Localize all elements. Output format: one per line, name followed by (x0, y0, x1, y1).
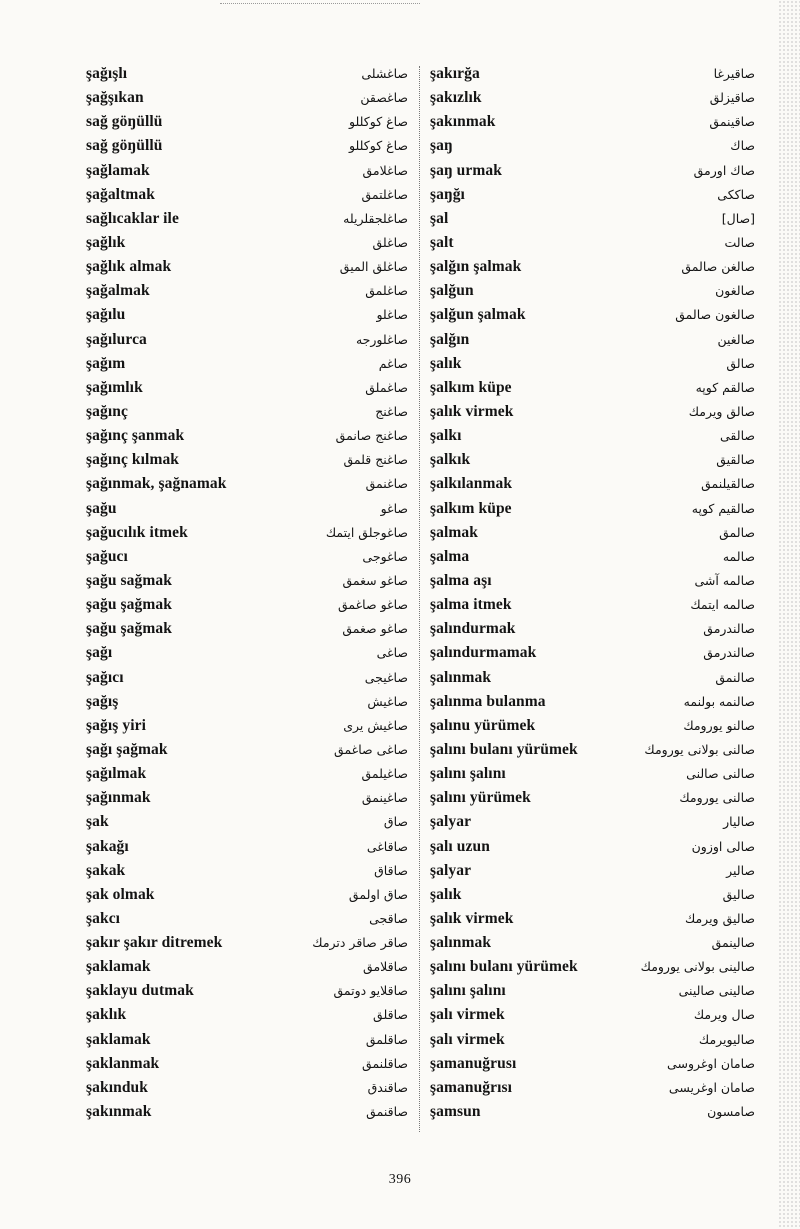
entry-latin-headword: şamanuğrısı (430, 1078, 513, 1096)
dictionary-entry (86, 979, 408, 1003)
entry-latin-headword: şak (86, 813, 109, 831)
entry-arabic-script: صاقلامق (363, 959, 408, 975)
entry-latin-headword: sağ göŋüllü (86, 113, 163, 131)
entry-arabic-script: صاقينمق (709, 114, 755, 130)
entry-arabic-script: صالنمق (715, 669, 755, 685)
dictionary-entry (430, 593, 755, 617)
entry-latin-headword: şamsun (430, 1103, 481, 1121)
entry-arabic-script: صاغيجى (364, 669, 408, 685)
entry-latin-headword: şakınmak (430, 113, 496, 131)
dictionary-entry (430, 762, 755, 786)
entry-latin-headword: şakcı (86, 909, 121, 927)
entry-latin-headword: şaklamak (86, 1030, 151, 1048)
entry-arabic-script: صالق (726, 355, 755, 371)
dictionary-entry (86, 400, 408, 424)
entry-arabic-script: صاقندق (367, 1079, 408, 1095)
dictionary-entry (86, 62, 408, 86)
entry-latin-headword: şalkım küpe (430, 378, 512, 396)
dictionary-entry (430, 255, 755, 279)
entry-latin-headword: şakınduk (86, 1078, 148, 1096)
entry-latin-headword: şal (430, 209, 449, 227)
entry-arabic-script: صالندرمق (703, 645, 755, 661)
entry-arabic-script: صاقلنمق (362, 1055, 408, 1071)
entry-arabic-script: صاقاغى (366, 838, 408, 854)
entry-latin-headword: şakağı (86, 837, 129, 855)
dictionary-entry (430, 328, 755, 352)
dictionary-entry (86, 1100, 408, 1124)
entry-latin-headword: sağlıcaklar ile (86, 209, 179, 227)
entry-arabic-script: صال ويرمك (693, 1007, 755, 1023)
dictionary-entry (86, 738, 408, 762)
entry-latin-headword: şağı şağmak (86, 740, 168, 758)
entry-latin-headword: sağ göŋüllü (86, 137, 163, 155)
entry-arabic-script: صاغو صاغمق (337, 597, 408, 613)
entry-latin-headword: şaklayu dutmak (86, 982, 194, 1000)
entry-arabic-script: صامان اوغريسى (668, 1079, 755, 1095)
dictionary-entry (86, 183, 408, 207)
dictionary-entry (86, 448, 408, 472)
entry-latin-headword: şağılmak (86, 765, 147, 783)
entry-latin-headword: şağınç şanmak (86, 427, 185, 445)
dictionary-entry (86, 835, 408, 859)
entry-arabic-script: صاغنج (375, 403, 408, 419)
entry-arabic-script: صاغوجى (362, 548, 408, 564)
entry-arabic-script: صالقيم كوپه (691, 500, 755, 516)
entry-latin-headword: şalğın (430, 330, 470, 348)
entry-arabic-script: صاقر صاقر دترمك (312, 935, 408, 951)
entry-latin-headword: şağı (86, 644, 113, 662)
entry-latin-headword: şalındurmak (430, 620, 516, 638)
entry-latin-headword: şalı virmek (430, 1030, 505, 1048)
entry-arabic-script: صاغملق (365, 379, 408, 395)
entry-arabic-script: صاغينمق (361, 790, 408, 806)
entry-latin-headword: şağış yiri (86, 716, 146, 734)
dictionary-entry (430, 1028, 755, 1052)
dictionary-entry (86, 1003, 408, 1027)
entry-arabic-script: صالنى يورومك (679, 790, 755, 806)
entry-arabic-script: صالنمه بولنمه (683, 693, 755, 709)
entry-latin-headword: şağılurca (86, 330, 147, 348)
dictionary-entry (430, 859, 755, 883)
entry-arabic-script: صالينى بولانى يورومك (640, 959, 755, 975)
entry-latin-headword: şağımlık (86, 378, 143, 396)
entry-latin-headword: şalma itmek (430, 596, 512, 614)
entry-latin-headword: şalı virmek (430, 1006, 505, 1024)
entry-arabic-script: صالغين (717, 331, 755, 347)
entry-arabic-script: صاغلتمق (361, 186, 408, 202)
entry-arabic-script: صالق ويرمك (688, 403, 755, 419)
dictionary-entry (430, 979, 755, 1003)
entry-latin-headword: şaŋ (430, 137, 453, 155)
dictionary-entry (86, 545, 408, 569)
dictionary-entry (430, 279, 755, 303)
dictionary-entry (430, 134, 755, 158)
entry-arabic-script: صاغشلى (361, 66, 408, 81)
entry-latin-headword: şağlamak (86, 161, 150, 179)
entry-latin-headword: şalınmak (430, 668, 492, 686)
entry-arabic-script: صاق اولمق (348, 886, 408, 902)
dictionary-entry (430, 1076, 755, 1100)
dictionary-entry (86, 424, 408, 448)
entry-arabic-script: صاليق (722, 886, 755, 902)
entry-arabic-script: صالقى (720, 428, 755, 444)
dictionary-entry (86, 86, 408, 110)
entry-latin-headword: şalğın şalmak (430, 258, 522, 276)
dictionary-entry (86, 883, 408, 907)
dictionary-entry (86, 279, 408, 303)
dictionary-entry (430, 810, 755, 834)
entry-arabic-script: صالنو يورومك (683, 717, 755, 733)
entry-latin-headword: şağucı (86, 547, 128, 565)
dictionary-entry (86, 134, 408, 158)
entry-latin-headword: şalını yürümek (430, 789, 531, 807)
page-edge-texture (778, 0, 800, 1229)
dictionary-entry (86, 714, 408, 738)
entry-latin-headword: şalınma bulanma (430, 692, 546, 710)
entry-latin-headword: şalkım küpe (430, 499, 512, 517)
dictionary-entry (430, 159, 755, 183)
entry-arabic-script: صاغى (376, 645, 408, 661)
entry-latin-headword: şalını şalını (430, 982, 506, 1000)
entry-arabic-script: صاقاق (374, 862, 408, 878)
left-column (86, 62, 408, 1124)
entry-arabic-script: صالمق (719, 524, 755, 540)
entry-arabic-script: صالغون صالمق (675, 307, 755, 323)
entry-arabic-script: صاغنج قلمق (343, 452, 408, 468)
entry-arabic-script: صاق (383, 814, 408, 830)
entry-arabic-script: صالندرمق (703, 621, 755, 637)
entry-latin-headword: şak olmak (86, 885, 155, 903)
entry-latin-headword: şalmak (430, 523, 478, 541)
entry-arabic-script: صاغيش يرى (343, 717, 408, 733)
column-divider (419, 66, 420, 1132)
entry-latin-headword: şağu şağmak (86, 596, 172, 614)
dictionary-entry (430, 424, 755, 448)
entry-arabic-script: صاغى صاغمق (334, 741, 408, 757)
dictionary-entry (430, 521, 755, 545)
entry-latin-headword: şakırğa (430, 65, 480, 82)
entry-latin-headword: şağlık (86, 233, 126, 251)
entry-arabic-script: صالمه آشى (694, 572, 755, 588)
entry-arabic-script: صاليق ويرمك (684, 910, 755, 926)
entry-latin-headword: şalma (430, 547, 470, 565)
entry-arabic-script: صاغو سغمق (342, 572, 408, 588)
entry-latin-headword: şağınç kılmak (86, 451, 180, 469)
entry-arabic-script: صاغلامق (362, 162, 408, 178)
entry-latin-headword: şaŋğı (430, 185, 465, 203)
dictionary-entry (430, 641, 755, 665)
entry-arabic-script: صالقيق (716, 452, 755, 468)
entry-arabic-script: [صال] (721, 210, 755, 226)
entry-arabic-script: صاككى (717, 186, 755, 202)
entry-arabic-script: صاغو (380, 500, 408, 516)
entry-arabic-script: صاغنمق (365, 476, 408, 492)
entry-arabic-script: صاقلمق (365, 1031, 408, 1047)
entry-latin-headword: şağınmak (86, 789, 151, 807)
entry-arabic-script: صاك اورمق (693, 162, 755, 178)
dictionary-entry (86, 231, 408, 255)
entry-latin-headword: şalınu yürümek (430, 716, 536, 734)
dictionary-entry (86, 207, 408, 231)
entry-latin-headword: şağalmak (86, 282, 150, 300)
entry-arabic-script: صامسون (707, 1104, 755, 1120)
dictionary-entry (430, 497, 755, 521)
entry-arabic-script: صاقيزلق (709, 90, 755, 106)
dictionary-entry (86, 1028, 408, 1052)
dictionary-entry (86, 521, 408, 545)
dictionary-entry (86, 617, 408, 641)
dictionary-entry (430, 183, 755, 207)
dictionary-entry (430, 1100, 755, 1124)
entry-latin-headword: şağu şağmak (86, 620, 172, 638)
entry-latin-headword: şağu (86, 499, 117, 517)
dictionary-entry (430, 303, 755, 327)
entry-latin-headword: şalını bulanı yürümek (430, 958, 578, 976)
dictionary-entry (430, 1003, 755, 1027)
entry-latin-headword: şalğun (430, 282, 474, 300)
entry-arabic-script: صالمه (722, 548, 755, 564)
entry-latin-headword: şağlık almak (86, 258, 172, 276)
entry-latin-headword: şağışlı (86, 65, 128, 82)
entry-latin-headword: şağınç (86, 402, 128, 420)
entry-arabic-script: صاغوجلق ايتمك (325, 524, 408, 540)
dictionary-entry (430, 207, 755, 231)
entry-latin-headword: şalğun şalmak (430, 306, 526, 324)
entry-latin-headword: şaklık (86, 1006, 127, 1024)
dictionary-entry (430, 569, 755, 593)
dictionary-entry (430, 617, 755, 641)
dictionary-entry (86, 159, 408, 183)
entry-latin-headword: şağaltmak (86, 185, 155, 203)
entry-latin-headword: şalını şalını (430, 765, 506, 783)
entry-arabic-script: صاغلق (372, 234, 408, 250)
entry-latin-headword: şamanuğrusı (430, 1054, 517, 1072)
dictionary-entry (86, 666, 408, 690)
entry-arabic-script: صاقلق (373, 1007, 408, 1023)
entry-arabic-script: صالى اوزون (691, 838, 755, 854)
entry-arabic-script: صاغلجقلريله (343, 210, 408, 226)
entry-latin-headword: şalyar (430, 861, 472, 879)
entry-arabic-script: صاليويرمك (698, 1031, 755, 1047)
entry-latin-headword: şakızlık (430, 89, 482, 107)
dictionary-entry (86, 1052, 408, 1076)
dictionary-entry (430, 666, 755, 690)
dictionary-entry (430, 714, 755, 738)
entry-arabic-script: صاغنج صانمق (335, 428, 408, 444)
entry-arabic-script: صالغون (715, 283, 755, 299)
entry-arabic-script: صاغو صغمق (342, 621, 408, 637)
entry-latin-headword: şağıcı (86, 668, 124, 686)
dictionary-entry (430, 545, 755, 569)
dictionary-entry (430, 448, 755, 472)
dictionary-entry (86, 303, 408, 327)
entry-arabic-script: صالقم كوپه (695, 379, 755, 395)
dictionary-entry (86, 641, 408, 665)
entry-arabic-script: صاغيلمق (361, 766, 408, 782)
entry-arabic-script: صاغ كوكللو (349, 114, 408, 130)
entry-latin-headword: şalık (430, 354, 462, 372)
dictionary-entry (86, 690, 408, 714)
entry-latin-headword: şakır şakır ditremek (86, 934, 223, 952)
entry-latin-headword: şalınmak (430, 934, 492, 952)
entry-latin-headword: şaklanmak (86, 1054, 160, 1072)
entry-arabic-script: صالت (724, 234, 755, 250)
page-number: 396 (388, 1172, 412, 1187)
entry-latin-headword: şalkı (430, 427, 462, 445)
dictionary-entry (430, 472, 755, 496)
entry-latin-headword: şaŋ urmak (430, 161, 502, 179)
entry-latin-headword: şalık virmek (430, 402, 514, 420)
entry-arabic-script: صاغلق الميق (339, 259, 408, 275)
entry-latin-headword: şalını bulanı yürümek (430, 740, 578, 758)
dictionary-entry (430, 400, 755, 424)
dictionary-entry (86, 907, 408, 931)
entry-arabic-script: صالغن صالمق (681, 259, 755, 275)
dictionary-entry (430, 86, 755, 110)
dictionary-entry (86, 762, 408, 786)
entry-latin-headword: şağşıkan (86, 89, 144, 107)
entry-arabic-script: صاغ كوكللو (349, 138, 408, 154)
dictionary-entry (86, 376, 408, 400)
entry-arabic-script: صاغلورجه (355, 331, 408, 347)
dictionary-entry (86, 328, 408, 352)
entry-latin-headword: şalı uzun (430, 837, 490, 855)
entry-arabic-script: صاغم (378, 355, 408, 371)
entry-arabic-script: صالنى صالنى (686, 766, 755, 782)
entry-latin-headword: şağış (86, 692, 119, 710)
dictionary-entry (86, 472, 408, 496)
entry-arabic-script: صاليار (723, 814, 755, 830)
entry-latin-headword: şalındurmamak (430, 644, 537, 662)
dictionary-entry (86, 569, 408, 593)
dictionary-entry (86, 955, 408, 979)
entry-arabic-script: صالنى بولانى يورومك (644, 741, 755, 757)
entry-latin-headword: şaklamak (86, 958, 151, 976)
entry-latin-headword: şalık (430, 885, 462, 903)
entry-arabic-script: صاغصقن (360, 90, 408, 106)
dictionary-entry (86, 1076, 408, 1100)
entry-latin-headword: şalt (430, 233, 454, 251)
dictionary-entry (430, 690, 755, 714)
entry-arabic-script: صاقلايو دوتمق (333, 983, 408, 999)
entry-latin-headword: şağınmak, şağnamak (86, 475, 227, 493)
entry-arabic-script: صاك (730, 138, 755, 154)
entry-arabic-script: صاغلمق (365, 283, 408, 299)
entry-arabic-script: صالينمق (711, 935, 755, 951)
dictionary-entry (430, 738, 755, 762)
entry-arabic-script: صاقنمق (366, 1104, 408, 1120)
dictionary-entry (430, 931, 755, 955)
entry-arabic-script: صاقجى (369, 910, 408, 926)
dictionary-entry (430, 955, 755, 979)
dictionary-entry (430, 352, 755, 376)
entry-latin-headword: şağucılık itmek (86, 523, 188, 541)
entry-latin-headword: şalma aşı (430, 571, 492, 589)
dictionary-entry (86, 255, 408, 279)
dictionary-entry (86, 859, 408, 883)
dictionary-entry (430, 376, 755, 400)
entry-arabic-script: صاغلو (376, 307, 408, 323)
dictionary-entry (86, 593, 408, 617)
dictionary-entry (430, 786, 755, 810)
entry-arabic-script: صالقيلنمق (701, 476, 755, 492)
top-rule (220, 3, 420, 6)
entry-arabic-script: صالير (726, 862, 755, 878)
dictionary-entry (86, 931, 408, 955)
entry-latin-headword: şalık virmek (430, 909, 514, 927)
dictionary-entry (430, 883, 755, 907)
dictionary-entry (86, 110, 408, 134)
entry-latin-headword: şakak (86, 861, 126, 879)
right-column (430, 62, 755, 1124)
entry-latin-headword: şağu sağmak (86, 571, 172, 589)
entry-arabic-script: صاقيرغا (713, 66, 755, 81)
dictionary-entry (430, 110, 755, 134)
entry-latin-headword: şakınmak (86, 1103, 152, 1121)
dictionary-entry (430, 62, 755, 86)
dictionary-entry (430, 1052, 755, 1076)
entry-latin-headword: şalkılanmak (430, 475, 513, 493)
entry-latin-headword: şağılu (86, 306, 126, 324)
dictionary-entry (86, 810, 408, 834)
dictionary-entry (86, 352, 408, 376)
dictionary-entry (86, 497, 408, 521)
entry-latin-headword: şağım (86, 354, 126, 372)
dictionary-entry (86, 786, 408, 810)
dictionary-entry (430, 907, 755, 931)
entry-arabic-script: صاغيش (367, 693, 408, 709)
dictionary-entry (430, 835, 755, 859)
entry-latin-headword: şalkık (430, 451, 471, 469)
entry-arabic-script: صالمه ايتمك (690, 597, 755, 613)
dictionary-entry (430, 231, 755, 255)
entry-arabic-script: صالينى صالينى (678, 983, 755, 999)
entry-arabic-script: صامان اوغروسى (667, 1055, 755, 1071)
entry-latin-headword: şalyar (430, 813, 472, 831)
